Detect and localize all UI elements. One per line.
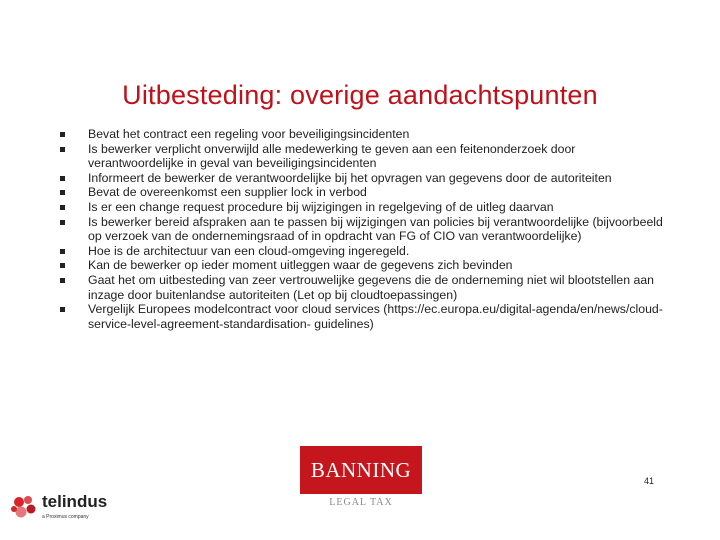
bullet-text: Vergelijk Europees modelcontract voor cloud services (https://ec.europa.eu/digital-agenda/en/news/cloud-service-level-agreement-standardisation- guidelines) <box>88 302 663 331</box>
bullet-marker <box>60 132 65 137</box>
bullet-marker <box>60 190 65 195</box>
bullet-item <box>60 244 670 259</box>
bullet-item <box>60 142 670 171</box>
bullet-marker <box>60 220 65 225</box>
banning-logo-subtitle: LEGAL TAX <box>329 497 393 508</box>
bullet-item <box>60 171 670 186</box>
bullet-text: Bevat de overeenkomst een supplier lock in verbod <box>88 185 367 200</box>
bullet-item <box>60 215 670 244</box>
bullet-marker <box>60 176 65 181</box>
bullet-item <box>60 185 670 200</box>
bullet-text: Is bewerker bereid afspraken aan te passen bij wijzigingen van policies bij verantwoordelijke (bijvoorbeeld op verzoek van de ondernemingsraad of in opdracht van FG of CIO van verantwoordelijke) <box>88 214 663 244</box>
telindus-wordmark: telindus <box>42 492 108 511</box>
bullet-text: Gaat het om uitbesteding van zeer vertrouwelijke gegevens die de onderneming niet wil blootstellen aan inzage door buitenlandse autoriteiten (Let op bij cloudtoepassingen) <box>88 272 655 302</box>
bullet-item <box>60 200 670 215</box>
bullet-marker <box>60 263 65 268</box>
banning-logo: BANNING <box>300 446 422 494</box>
bullet-item <box>60 302 670 331</box>
telindus-tagline: a Proximus company <box>42 514 89 520</box>
page-number: 41 <box>644 476 655 486</box>
telindus-logo <box>10 492 130 528</box>
bullet-item <box>60 273 670 302</box>
bullet-item <box>60 127 670 142</box>
bullet-text: Informeert de bewerker de verantwoordelijke bij het opvragen van gegevens door de autoriteiten <box>88 170 612 185</box>
bullet-text: Bevat het contract een regeling voor beveiligingsincidenten <box>88 127 410 141</box>
bullet-item <box>60 258 670 273</box>
bullet-text: Hoe is de architectuur van een cloud-omgeving ingeregeld. <box>88 243 410 258</box>
bullet-list <box>60 127 670 331</box>
slide-title: Uitbesteding: overige aandachtspunten <box>122 80 598 110</box>
bullet-marker <box>60 249 65 254</box>
bullet-text: Is er een change request procedure bij wijzigingen in regelgeving of de uitleg daarvan <box>88 199 554 214</box>
bullet-text: Kan de bewerker op ieder moment uitleggen waar de gegevens zich bevinden <box>88 258 513 273</box>
bullet-marker <box>60 307 65 312</box>
bullet-marker <box>60 278 65 283</box>
telindus-emblem-icon <box>10 494 40 522</box>
bullet-marker <box>60 147 65 152</box>
bullet-marker <box>60 205 65 210</box>
bullet-text: Is bewerker verplicht onverwijld alle medewerking te geven aan een feitenonderzoek door verantwoordelijke in geval van beveiligingsincidenten <box>88 141 576 171</box>
